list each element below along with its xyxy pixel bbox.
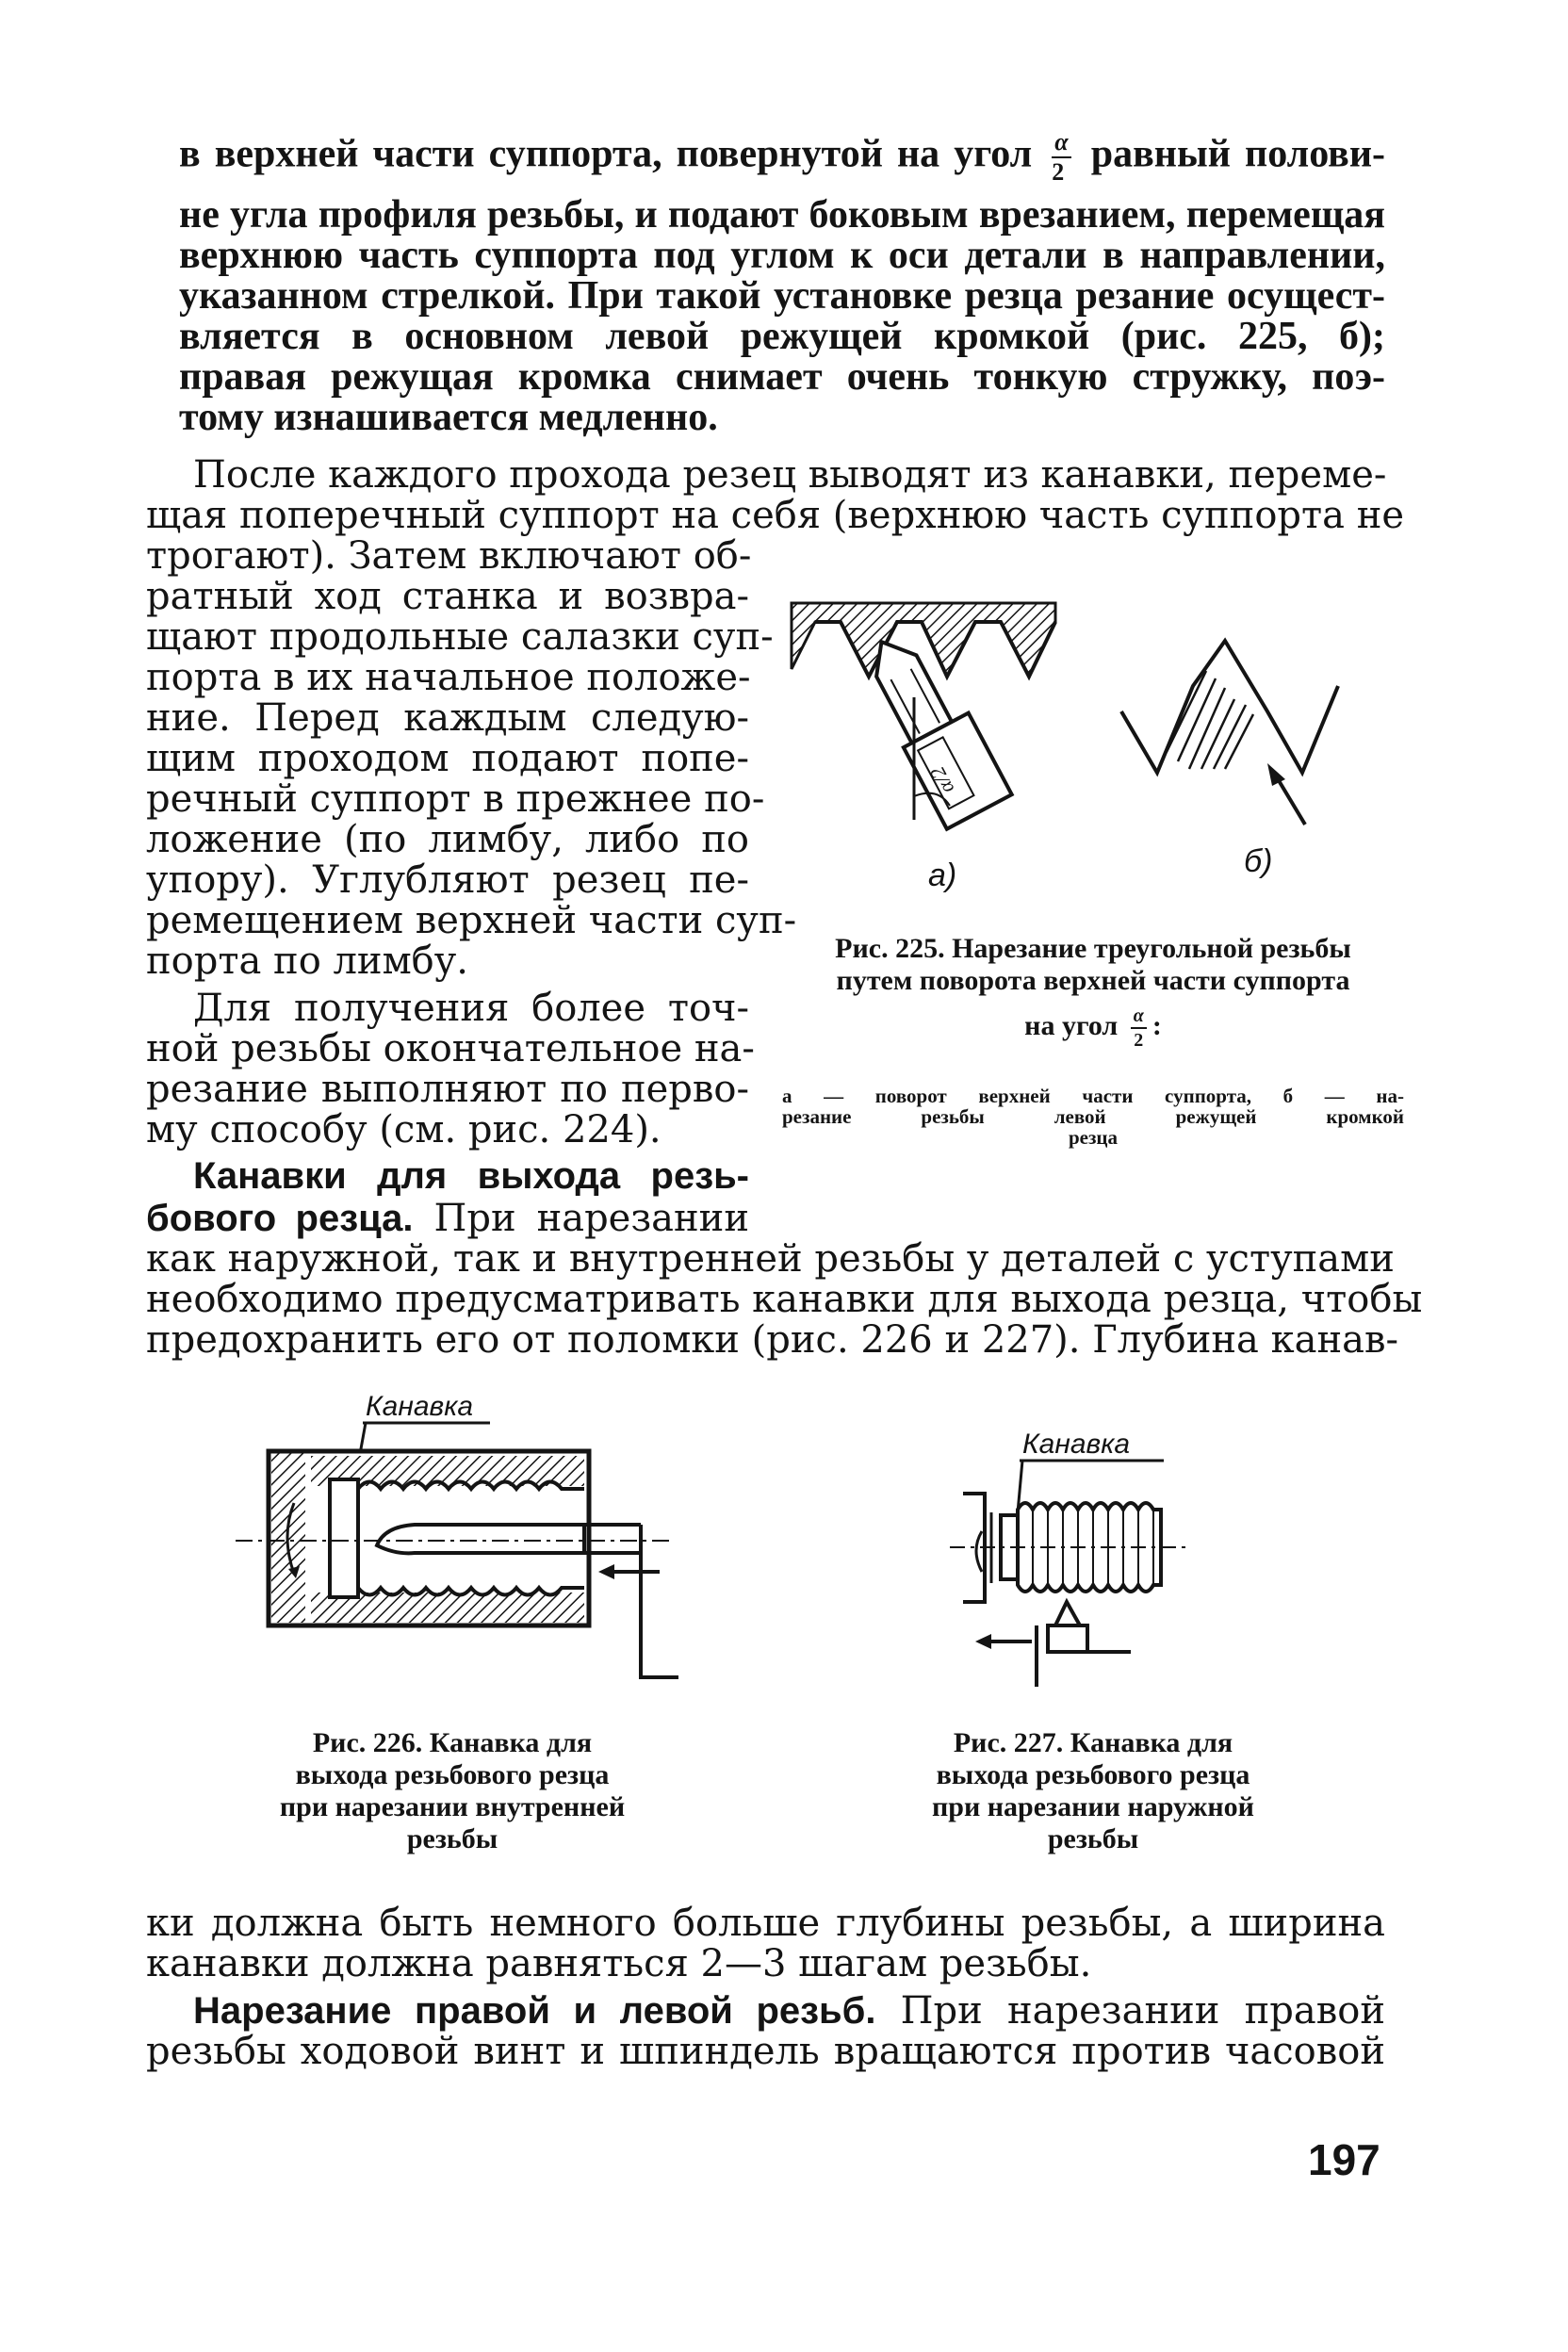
- figure-227-caption-line-2: выхода резьбового резца: [936, 1759, 1250, 1790]
- fraction-alpha-half: $\frac{\alpha}{2}$: [1052, 130, 1070, 185]
- paragraph-2-narrow-10: ремещением верхней части суп-: [146, 899, 797, 942]
- paragraph-1-line-4: указанном стрелкой. При такой установке резца резание осущест-: [179, 274, 1385, 318]
- figure-227-caption-line-4: резьбы: [1047, 1823, 1139, 1854]
- section-grooves-line-4: необходимо предусматривать канавки для выхода резца, чтобы: [146, 1278, 1423, 1321]
- section-grooves-line-5: предохранить его от поломки (рис. 226 и 227). Глубина канав-: [146, 1318, 1398, 1362]
- section-right-left-line-1: Нарезание правой и левой резьб. При нарезании правой: [193, 1989, 1386, 2033]
- fig226-tool-holder: [641, 1525, 678, 1677]
- figure-227-caption-line-3: при нарезании наружной: [932, 1791, 1254, 1822]
- figure-225-caption-line-3: на угол $\frac{\alpha}{2}$ :: [1024, 1005, 1162, 1051]
- page-number: 197: [1308, 2135, 1380, 2184]
- section-right-left-line-2: резьбы ходовой винт и шпиндель вращаются против часовой: [146, 2030, 1385, 2073]
- fig225a-cutting-tool: [855, 621, 1012, 828]
- paragraph-2-narrow-9: упору). Углубляют резец пе-: [146, 858, 749, 902]
- fig227-cutting-tool: [1037, 1602, 1131, 1687]
- paragraph-2-narrow-6: щим проходом подают попе-: [146, 737, 749, 780]
- paragraph-3-line-3: резание выполняют по перво-: [146, 1068, 749, 1111]
- fig226-feed-arrow: [598, 1564, 660, 1579]
- paragraph-2-line-1: После каждого прохода резец выводят из канавки, переме-: [193, 453, 1387, 497]
- section-heading-grooves: Канавки для выхода резь-: [193, 1155, 749, 1197]
- figure-226-caption-line-2: выхода резьбового резца: [295, 1759, 610, 1790]
- paragraph-1-line-2: не угла профиля резьбы, и подают боковым врезанием, перемещая: [179, 193, 1385, 237]
- paragraph-3-line-2: ной резьбы окончательное на-: [146, 1027, 755, 1070]
- paragraph-3-line-4: му способу (см. рис. 224).: [146, 1108, 662, 1152]
- figure-225-caption-line-2: путем поворота верхней части суппорта: [836, 965, 1350, 996]
- figure-226-caption-line-3: при нарезании внутренней: [279, 1791, 626, 1822]
- paragraph-3-line-1: Для получения более точ-: [193, 987, 749, 1030]
- paragraph-2-narrow-4: порта в их начальное положе-: [146, 656, 751, 699]
- fig227-label-groove: Канавка: [1022, 1429, 1131, 1460]
- figure-226-drawing: [226, 1385, 678, 1696]
- paragraph-1-line-1: в верхней части суппорта, повернутой на угол $\frac{\alpha}{2}$ равный полови-: [179, 128, 1386, 186]
- fig225b-thread-profile: [1121, 641, 1338, 773]
- paragraph-1-line-3: верхнюю часть суппорта под углом к оси детали в направлении,: [179, 234, 1385, 277]
- fig225-label-a: а): [928, 858, 957, 893]
- paragraph-2-narrow-11: порта по лимбу.: [146, 939, 469, 983]
- paragraph-2-narrow-2: ратный ход станка и возвра-: [146, 575, 749, 618]
- fig225-label-b: б): [1244, 843, 1273, 879]
- figure-225-legend-line-2: резание резьбы левой режущей кромкой: [782, 1105, 1404, 1128]
- figure-225-legend-line-3: резца: [1068, 1126, 1119, 1149]
- figure-226-caption-line-1: Рис. 226. Канавка для: [312, 1727, 593, 1758]
- section-heading-right-left: Нарезание правой и левой резьб.: [193, 1990, 876, 2032]
- fig227-feed-arrow: [975, 1634, 1032, 1649]
- fig227-rotation-arc: [976, 1531, 982, 1572]
- figure-225-legend-line-1: а — поворот верхней части суппорта, б — на-: [782, 1085, 1404, 1107]
- svg-text:α/2: α/2: [924, 762, 959, 798]
- paragraph-2-narrow-7: речный суппорт в прежнее по-: [146, 777, 765, 821]
- fig226-label-groove: Канавка: [366, 1391, 474, 1422]
- paragraph-2-narrow-1: трогают). Затем включают об-: [146, 534, 752, 578]
- fig225-fraction: $\frac{\alpha}{2}$: [1131, 1006, 1147, 1050]
- paragraph-2-line-2: щая поперечный суппорт на себя (верхнюю часть суппорта не: [146, 494, 1405, 537]
- paragraph-1-line-5: вляется в основном левой режущей кромкой (рис. 225, б);: [179, 315, 1385, 358]
- figure-226-caption-line-4: резьбы: [406, 1823, 498, 1854]
- paragraph-2-narrow-8: ложение (по лимбу, либо по: [146, 818, 749, 861]
- fig225b-feed-arrow: [1267, 763, 1305, 825]
- paragraph-1-line-7: тому изнашивается медленно.: [179, 396, 718, 439]
- figure-227-caption-line-1: Рис. 227. Канавка для: [953, 1727, 1233, 1758]
- paragraph-2-narrow-3: щают продольные салазки суп-: [146, 615, 774, 659]
- figure-225-drawing: [782, 594, 1404, 905]
- fig226-boring-tool: [377, 1525, 641, 1553]
- paragraph-4-line-2: канавки должна равняться 2—3 шагам резьбы.: [146, 1942, 1092, 1985]
- paragraph-2-narrow-5: ние. Перед каждым следую-: [146, 696, 749, 740]
- section-grooves-line-3: как наружной, так и внутренней резьбы у деталей с уступами: [146, 1237, 1395, 1281]
- figure-225-caption-line-1: Рис. 225. Нарезание треугольной резьбы: [835, 933, 1351, 964]
- paragraph-4-line-1: ки должна быть немного больше глубины резьбы, а ширина: [146, 1902, 1385, 1945]
- paragraph-1-line-6: правая режущая кромка снимает очень тонкую стружку, поэ-: [179, 355, 1385, 399]
- figure-227-drawing: [942, 1423, 1225, 1696]
- section-grooves-line-2: бового резца. При нарезании: [146, 1197, 749, 1240]
